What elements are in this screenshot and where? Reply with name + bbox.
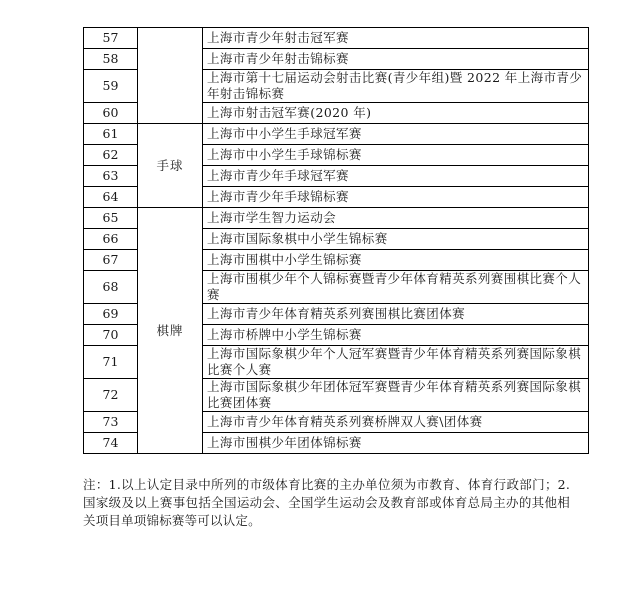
competition-name: 上海市青少年射击冠军赛 (203, 28, 589, 49)
table-row (84, 28, 589, 49)
row-number: 70 (84, 325, 138, 346)
competition-name: 上海市中小学生手球锦标赛 (203, 145, 589, 166)
competition-name: 上海市第十七届运动会射击比赛(青少年组)暨 2022 年上海市青少年射击锦标赛 (203, 70, 589, 103)
category-cell-shooting (138, 28, 203, 124)
row-number: 63 (84, 166, 138, 187)
row-number: 73 (84, 412, 138, 433)
row-number: 58 (84, 49, 138, 70)
category-cell-chess-and-cards: 棋牌 (138, 208, 203, 454)
competition-name: 上海市国际象棋中小学生锦标赛 (203, 229, 589, 250)
competition-name: 上海市青少年射击锦标赛 (203, 49, 589, 70)
row-number: 72 (84, 379, 138, 412)
row-number: 57 (84, 28, 138, 49)
competition-name: 上海市青少年手球锦标赛 (203, 187, 589, 208)
competition-name: 上海市青少年体育精英系列赛围棋比赛团体赛 (203, 304, 589, 325)
table-row (84, 208, 589, 229)
category-cell-handball: 手球 (138, 124, 203, 208)
row-number: 68 (84, 271, 138, 304)
row-number: 71 (84, 346, 138, 379)
competition-name: 上海市国际象棋少年个人冠军赛暨青少年体育精英系列赛国际象棋比赛个人赛 (203, 346, 589, 379)
row-number: 62 (84, 145, 138, 166)
competition-catalog-table (83, 27, 589, 454)
row-number: 64 (84, 187, 138, 208)
row-number: 65 (84, 208, 138, 229)
competition-name: 上海市青少年体育精英系列赛桥牌双人赛\团体赛 (203, 412, 589, 433)
row-number: 59 (84, 70, 138, 103)
competition-name: 上海市青少年手球冠军赛 (203, 166, 589, 187)
row-number: 60 (84, 103, 138, 124)
competition-name: 上海市桥牌中小学生锦标赛 (203, 325, 589, 346)
table-footnote: 注：1.以上认定目录中所列的市级体育比赛的主办单位须为市教育、体育行政部门；2.国家级及以上赛事包括全国运动会、全国学生运动会及教育部或体育总局主办的其他相关项目单项锦标赛等可以认定。 (83, 477, 570, 528)
competition-name: 上海市国际象棋少年团体冠军赛暨青少年体育精英系列赛国际象棋比赛团体赛 (203, 379, 589, 412)
row-number: 66 (84, 229, 138, 250)
row-number: 74 (84, 433, 138, 454)
table-row (84, 124, 589, 145)
table-body (84, 28, 589, 454)
competition-name: 上海市围棋少年个人锦标赛暨青少年体育精英系列赛围棋比赛个人赛 (203, 271, 589, 304)
row-number: 67 (84, 250, 138, 271)
competition-name: 上海市围棋少年团体锦标赛 (203, 433, 589, 454)
competition-name: 上海市学生智力运动会 (203, 208, 589, 229)
competition-name: 上海市中小学生手球冠军赛 (203, 124, 589, 145)
row-number: 61 (84, 124, 138, 145)
competition-name: 上海市射击冠军赛(2020 年) (203, 103, 589, 124)
row-number: 69 (84, 304, 138, 325)
competition-name: 上海市围棋中小学生锦标赛 (203, 250, 589, 271)
